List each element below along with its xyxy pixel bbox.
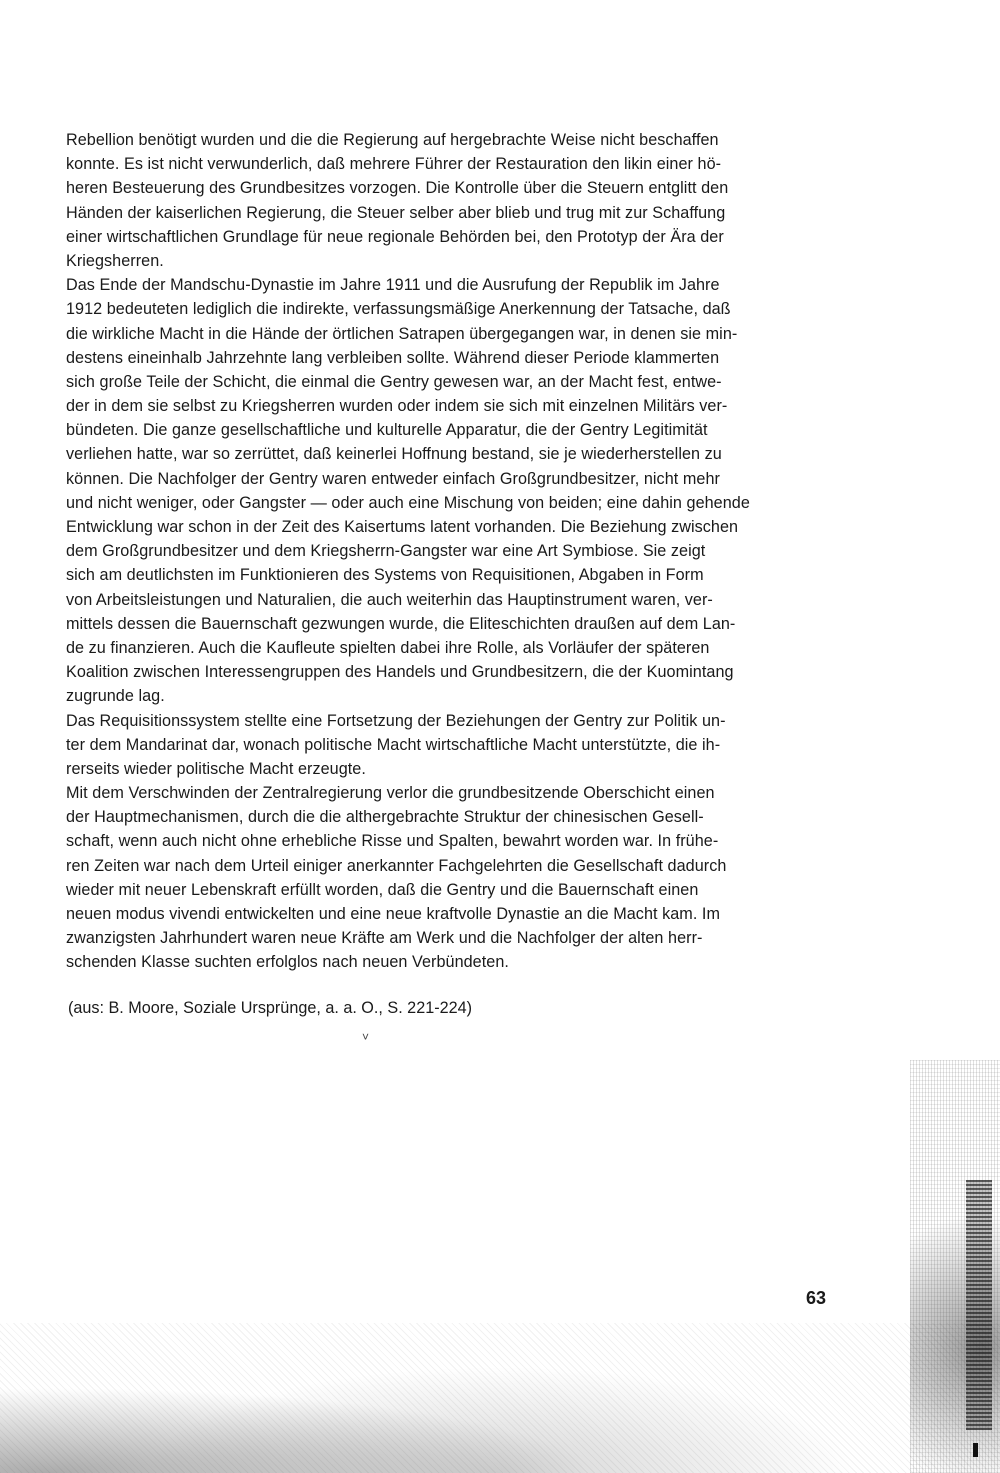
text-line: Kriegsherren. [66, 251, 164, 270]
text-line: zwanzigsten Jahrhundert waren neue Kräfte am Werk und die Nachfolger der alten herr- [66, 929, 703, 948]
text-line: rerseits wieder politische Macht erzeugte. [66, 759, 366, 778]
text-line: ter dem Mandarinat dar, wonach politische Macht wirtschaftliche Macht unterstützte, die ih- [66, 735, 721, 754]
text-line: Rebellion benötigt wurden und die die Regierung auf hergebrachte Weise nicht beschaffen [66, 131, 719, 149]
text-line: die wirkliche Macht in die Hände der örtlichen Satrapen übergegangen war, in denen sie min- [66, 324, 738, 343]
text-line: neuen modus vivendi entwickelten und eine neue kraftvolle Dynastie an die Macht kam. Im [66, 905, 721, 923]
text-line: mittels dessen die Bauernschaft gezwungen wurde, die Eliteschichten draußen auf dem Lan- [66, 614, 736, 633]
text-line: sich am deutlichsten im Funktionieren des Systems von Requisitionen, Abgaben in Form [66, 566, 704, 585]
scan-speck: ˅ [362, 1030, 370, 1044]
text-line: 1912 bedeuteten lediglich die indirekte, verfassungsmäßige Anerkennung der Tatsache, daß [66, 300, 731, 319]
text-line: Mit dem Verschwinden der Zentralregierung verlor die grundbesitzende Oberschicht einen [66, 784, 715, 803]
text-line: Das Ende der Mandschu-Dynastie im Jahre 1911 und die Ausrufung der Republik im Jahre [66, 276, 720, 295]
scan-noise-bottom [0, 1323, 1000, 1473]
page-number: 63 [806, 1288, 827, 1308]
text-line: zugrunde lag. [66, 687, 165, 706]
text-line: verliehen hatte, war so zerrüttet, daß keinerlei Hoffnung bestand, sie je wiederherstellen zu [66, 445, 722, 464]
text-line: können. Die Nachfolger der Gentry waren entweder einfach Großgrundbesitzer, nicht mehr [66, 469, 720, 488]
text-line: schaft, wenn auch nicht ohne erhebliche Risse und Spalten, bewahrt worden war. In frühe- [66, 832, 719, 851]
text-line: Entwicklung war schon in der Zeit des Kaisertums latent vorhanden. Die Beziehung zwischen [66, 518, 739, 536]
scan-edge-mark [973, 1443, 978, 1457]
text-line: und nicht weniger, oder Gangster — oder auch eine Mischung von beiden; eine dahin gehende [66, 493, 750, 512]
text-line: Händen der kaiserlichen Regierung, die Steuer selber aber blieb und trug mit zur Schaffung [66, 203, 726, 222]
text-line: Koalition zwischen Interessengruppen des Handels und Grundbesitzern, die der Kuomintang [66, 663, 734, 682]
text-line: heren Besteuerung des Grundbesitzes vorzogen. Die Kontrolle über die Steuern entglitt den [66, 179, 729, 198]
text-line: schenden Klasse suchten erfolglos nach neuen Verbündeten. [66, 953, 509, 972]
text-line: ren Zeiten war nach dem Urteil einiger anerkannter Fachgelehrten die Gesellschaft dadurch [66, 856, 727, 875]
text-line: einer wirtschaftlichen Grundlage für neue regionale Behörden bei, den Prototyp der Ära der [66, 227, 724, 246]
scan-edge-strip [966, 1180, 992, 1430]
text-line: von Arbeitsleistungen und Naturalien, die auch weiterhin das Hauptinstrument waren, ver- [66, 590, 713, 609]
body-text [66, 128, 846, 975]
text-line: destens eineinhalb Jahrzehnte lang verbleiben sollte. Während dieser Periode klammerten [66, 348, 720, 367]
text-line: dem Großgrundbesitzer und dem Kriegsherrn-Gangster war eine Art Symbiose. Sie zeigt [66, 542, 706, 561]
text-line: wieder mit neuer Lebenskraft erfüllt worden, daß die Gentry und die Bauernschaft einen [66, 880, 699, 899]
text-line: der Hauptmechanismen, durch die die althergebrachte Struktur der chinesischen Gesell- [66, 808, 704, 827]
text-line: konnte. Es ist nicht verwunderlich, daß mehrere Führer der Restauration den likin einer hö- [66, 155, 722, 174]
text-line: bündeten. Die ganze gesellschaftliche und kulturelle Apparatur, die der Gentry Legitimität [66, 421, 708, 440]
text-line: der in dem sie selbst zu Kriegsherren wurden oder indem sie sich mit einzelnen Militärs ver- [66, 397, 728, 416]
text-line: Das Requisitionssystem stellte eine Fortsetzung der Beziehungen der Gentry zur Politik un- [66, 711, 726, 730]
text-line: sich große Teile der Schicht, die einmal die Gentry gewesen war, an der Macht fest, entwe- [66, 372, 722, 391]
text-line: de zu finanzieren. Auch die Kaufleute spielten dabei ihre Rolle, als Vorläufer der späteren [66, 638, 710, 657]
citation: (aus: B. Moore, Soziale Ursprünge, a. a. O., S. 221-224) [68, 999, 472, 1017]
